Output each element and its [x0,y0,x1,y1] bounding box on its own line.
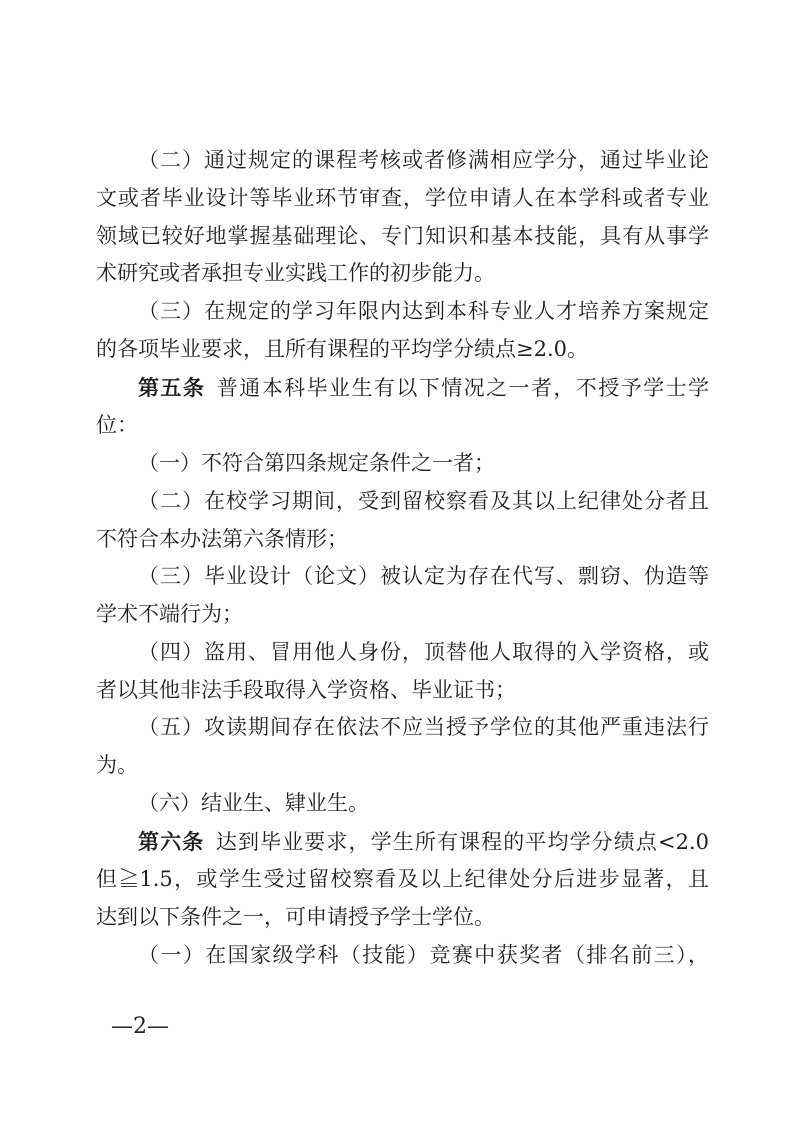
text-line: （三）在规定的学习年限内达到本科专业人才培养方案规定 [138,299,709,323]
text-line: （二）通过规定的课程考核或者修满相应学分，通过毕业论 [138,148,709,172]
text-line [96,823,709,862]
text-line: 达到以下条件之一，可申请授予学士学位。 [96,905,495,929]
article-number-bold: 第五条 [138,374,206,400]
article-text: 达到毕业要求，学生所有课程的平均学分绩点<2.0 [215,829,709,854]
text-line: 的各项毕业要求，且所有课程的平均学分绩点≥2.0。 [96,336,588,361]
text-line: 文或者毕业设计等毕业环节审查，学位申请人在本学科或者专业 [96,185,709,210]
text-line: （一）在国家级学科（技能）竞赛中获奖者（排名前三）， [138,942,709,967]
text-line: （四）盗用、冒用他人身份，顶替他人取得的入学资格，或 [138,639,709,664]
text-line: 不符合本办法第六条情形； [96,526,348,551]
text-line: （五）攻读期间存在依法不应当授予学位的其他严重违法行 [138,715,709,740]
document-body [96,142,709,975]
text-line: 但≧1.5，或学生受过留校察看及以上纪律处分后进步显著，且 [96,867,709,892]
text-line: 为。 [96,753,138,777]
article-text: 普通本科毕业生有以下情况之一者，不授予学士学 [216,375,710,400]
text-line: （三）毕业设计（论文）被认定为存在代写、剽窃、伪造等 [138,564,709,589]
text-line: （二）在校学习期间，受到留校察看及其以上纪律处分者且 [138,488,709,513]
text-line: 者以其他非法手段取得入学资格、毕业证书； [96,677,516,702]
page-number: —2— [111,1014,169,1039]
text-line: （一）不符合第四条规定条件之一者； [138,451,495,475]
article-number-bold: 第六条 [138,828,205,854]
text-line: 领域已较好地掌握基础理论、专门知识和基本技能，具有从事学 [96,223,709,248]
text-line: （六）结业生、肄业生。 [138,790,369,815]
text-line: 位： [96,413,138,438]
text-line: 学术不端行为； [96,602,243,626]
text-line: 术研究或者承担专业实践工作的初步能力。 [96,261,495,286]
text-line [96,369,709,408]
